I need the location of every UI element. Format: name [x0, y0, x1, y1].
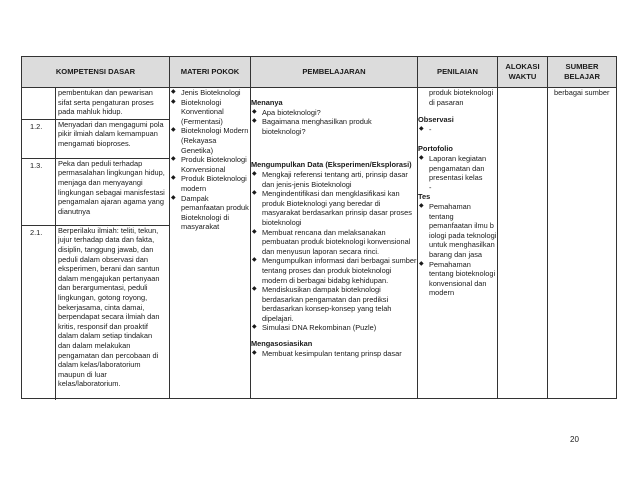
header-row	[22, 57, 617, 88]
list-item: ◆ Laporan kegiatan pengamatan dan presentasi kelas	[418, 154, 497, 183]
materi-list	[170, 88, 250, 232]
kd-cell	[22, 119, 170, 158]
kd-text: Peka dan peduli terhadap permasalahan lingkungan hidup, menjaga dan menyayangi lingkungan sebagai manisfestasi pengamalan ajaran agama yang dianutnya	[55, 159, 169, 227]
syllabus-table	[21, 56, 617, 399]
list-item: ◆ Mendiskusikan dampak bioteknologi berdasarkan pengamatan dan prediksi berdasarkan konsep-konsep yang telah dipelajari.	[251, 285, 417, 323]
observasi-list	[418, 125, 497, 135]
alokasi-cell	[498, 88, 548, 399]
penilaian-cell	[418, 88, 498, 399]
list-item: ◆ Membuat rencana dan melaksanakan pembuatan produk bioteknologi konvensional dan menyusun laporan secara rinci.	[251, 228, 417, 257]
list-item: ◆ Apa bioteknologi?	[251, 108, 417, 118]
list-item: ◆ Produk Bioteknologi Konvensional	[170, 155, 250, 174]
list-item: ◆ Mengumpulkan informasi dari berbagai sumber tentang proses dan produk bioteknologi modern di berbagai bidabg kehidupan.	[251, 256, 417, 285]
header-materi: MATERI POKOK	[170, 57, 251, 88]
kd-text: Menyadari dan mengagumi pola pikir ilmiah dalam kemampuan mengamati bioproses.	[55, 120, 169, 160]
table-row	[22, 88, 617, 120]
mengasosiasikan-list	[251, 349, 417, 359]
portofolio-heading: Portofolio	[418, 144, 453, 154]
mengasosiasikan-heading: Mengasosiasikan	[251, 339, 313, 349]
mengumpulkan-heading: Mengumpulkan Data (Eksperimen/Eksplorasi)	[251, 160, 412, 170]
header-sumber: SUMBER BELAJAR	[548, 57, 617, 88]
list-item: ◆ Pemahaman tentang bioteknologi konvensional dan modern	[418, 260, 497, 298]
kd-number: 1.2.	[30, 121, 43, 131]
kd-cell	[22, 88, 170, 120]
header-pembelajaran: PEMBELAJARAN	[251, 57, 418, 88]
kd-number: 2.1.	[30, 227, 43, 237]
list-item: ◆ Pemahaman tentang pemanfaatan ilmu b iologi pada teknologi untuk menghasilkan barang dan jasa	[418, 202, 497, 260]
list-item: ◆ Jenis Bioteknologi	[170, 88, 250, 98]
menanya-list	[251, 108, 417, 137]
tes-list	[418, 202, 497, 298]
list-item: ◆ -	[418, 125, 497, 135]
kd-text: pembentukan dan pewarisan sifat serta pengaturan proses pada mahluk hidup.	[55, 88, 169, 121]
penilaian-produk-text: produk bioteknologi di pasaran	[429, 88, 494, 107]
list-item: ◆ Dampak pemanfaatan produk Bioteknologi di masyarakat	[170, 194, 250, 232]
list-item: ◆ Membuat kesimpulan tentang prinsp dasar	[251, 349, 417, 359]
tes-heading: Tes	[418, 192, 431, 202]
sumber-cell	[548, 88, 617, 399]
header-alokasi: ALOKASI WAKTU	[498, 57, 548, 88]
materi-cell	[170, 88, 251, 399]
kd-number: 1.3.	[30, 160, 43, 170]
list-item: ◆ Mengkaji referensi tentang arti, prinsip dasar dan jenis-jenis Bioteknologi	[251, 170, 417, 189]
kd-text: Berperilaku ilmiah: teliti, tekun, jujur terhadap data dan fakta, disiplin, tanggung jawab, dan peduli dalam observasi dan eksperimen, berani dan santun dalam mengajukan pertanyaan dan berargumentasi, peduli lingkungan, gotong royong, bekerjasama, cinta damai, berpendapat secara ilmiah dan kritis, responsif dan proaktif dalam dalam setiap tindakan dan dalam melakukan pengamatan dan percobaan di dalam kelas/laboratorium maupun di luar kelas/laboratorium.	[55, 226, 169, 400]
list-item: ◆ Simulasi DNA Rekombinan (Puzle)	[251, 323, 417, 333]
pembelajaran-cell	[251, 88, 418, 399]
list-item: ◆ Produk Bioteknologi modern	[170, 174, 250, 193]
observasi-heading: Observasi	[418, 115, 454, 125]
sumber-text: berbagai sumber	[554, 88, 610, 97]
portofolio-list	[418, 154, 497, 183]
header-kompetensi: KOMPETENSI DASAR	[22, 57, 170, 88]
page-number: 20	[570, 435, 579, 444]
menanya-heading: Menanya	[251, 98, 283, 107]
list-item: ◆ Bioteknologi Modern (Rekayasa Genetika)	[170, 126, 250, 155]
mengumpulkan-list	[251, 170, 417, 333]
list-item: ◆ Mengindentifikasi dan mengklasifikasi kan produk Bioteknologi yang beredar di masyarakat berdasarkan prinsip dasar proses bioteknologi	[251, 189, 417, 227]
kd-cell	[22, 225, 170, 398]
kd-cell	[22, 158, 170, 225]
header-penilaian: PENILAIAN	[418, 57, 498, 88]
list-item: ◆ Bioteknologi Konventional (Fermentasi)	[170, 98, 250, 127]
list-item: ◆ Bagaimana menghasilkan produk bioteknologi?	[251, 117, 417, 136]
penilaian-dash: -	[429, 182, 432, 192]
